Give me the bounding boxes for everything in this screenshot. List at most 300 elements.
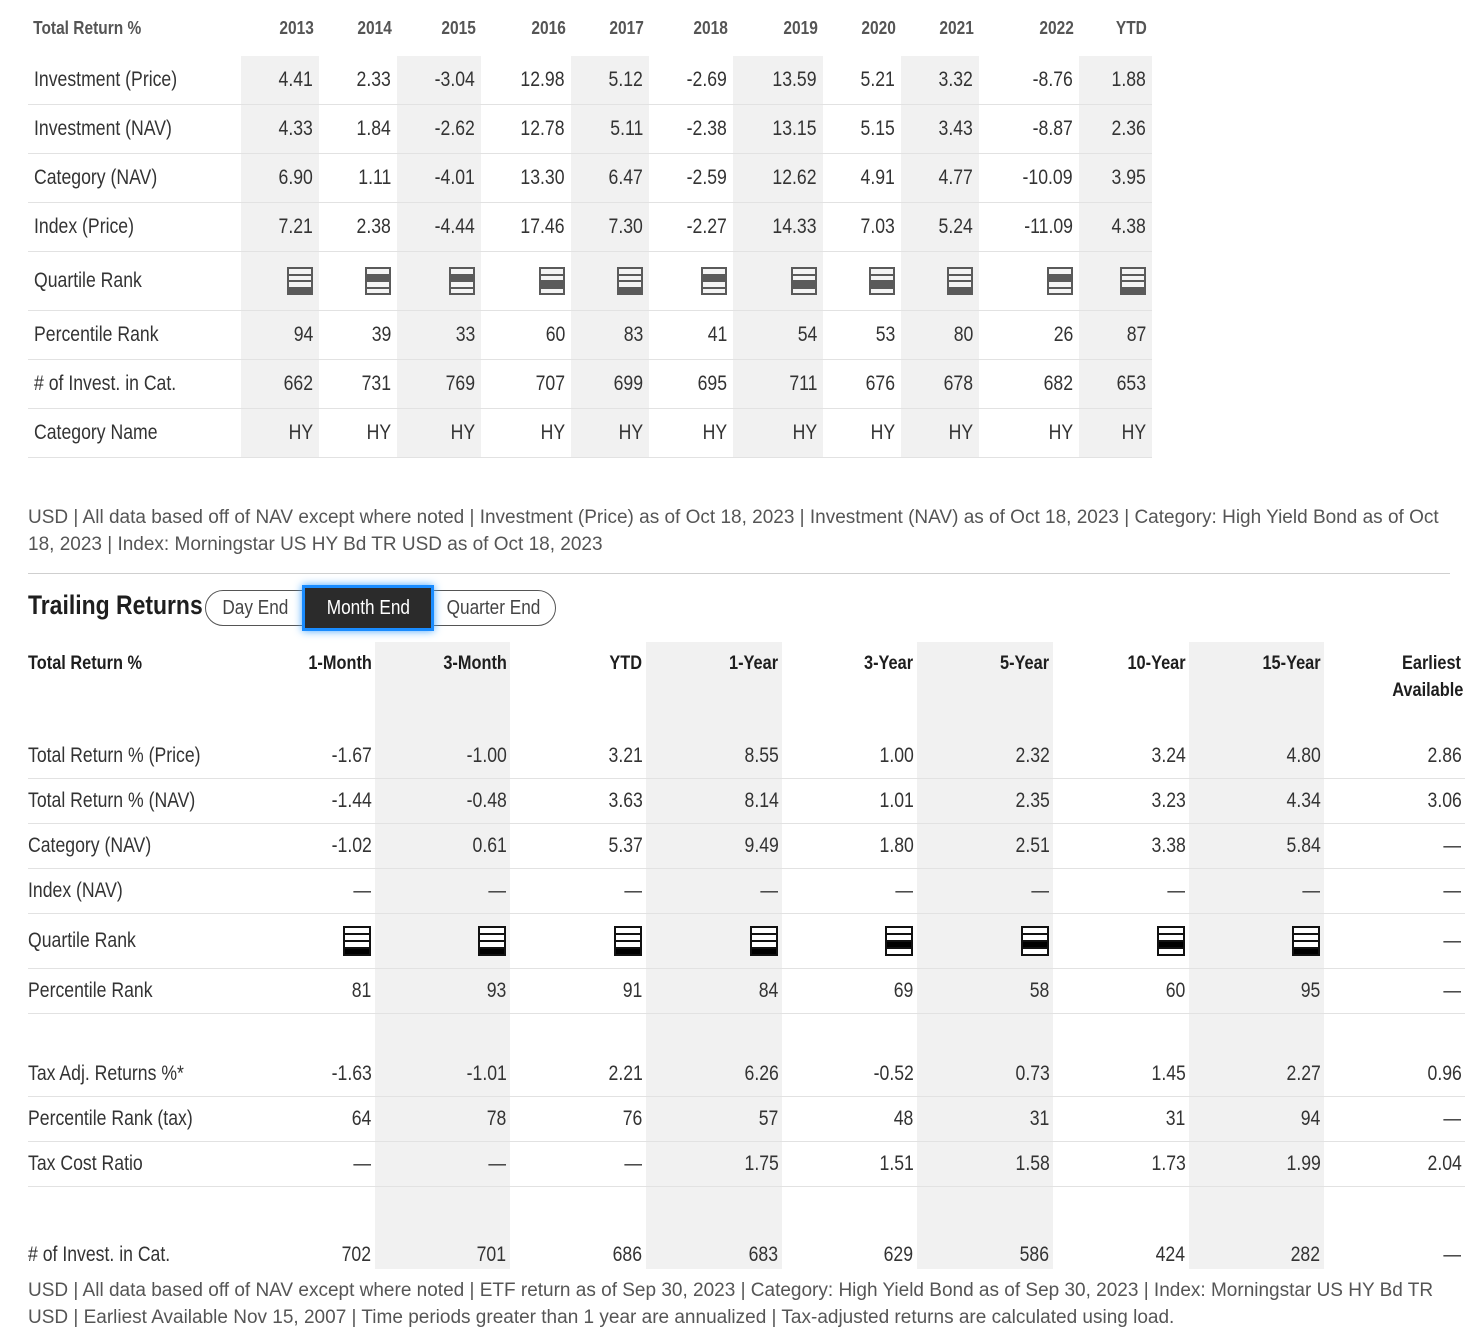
- table-cell: [823, 252, 901, 311]
- row-label: [28, 734, 237, 779]
- table-cell: [1324, 1097, 1465, 1142]
- cell-value: 95: [1300, 979, 1321, 1002]
- table-cell: [649, 360, 733, 409]
- table-row: [28, 1225, 1465, 1269]
- table-cell: [375, 824, 510, 869]
- cell-value: HY: [792, 421, 817, 444]
- trailing-returns-title: Trailing Returns: [28, 590, 203, 620]
- table-cell: [375, 1052, 510, 1097]
- table-cell: [237, 1225, 375, 1269]
- row-label-text: Tax Adj. Returns %*: [28, 1062, 184, 1085]
- table-cell: [782, 1052, 917, 1097]
- cell-value: HY: [702, 421, 727, 444]
- quartile-rank-icon: [1292, 926, 1320, 956]
- row-label: [28, 56, 241, 105]
- quartile-rank-icon: [617, 267, 643, 295]
- table-cell: [481, 56, 571, 105]
- table-cell: [1324, 1052, 1465, 1097]
- cell-value: 3.24: [1151, 744, 1186, 767]
- column-header: 2019: [783, 17, 818, 38]
- cell-value: 2.27: [1286, 1062, 1321, 1085]
- table-cell: [823, 409, 901, 458]
- table-cell: [397, 154, 481, 203]
- table-cell: [979, 56, 1079, 105]
- cell-value: -10.09: [1022, 166, 1073, 189]
- row-label: [28, 969, 237, 1014]
- table-cell: [917, 969, 1053, 1014]
- cell-value: 33: [455, 323, 475, 346]
- quartile-rank-icon: [869, 267, 895, 295]
- quartile-rank-row: [28, 252, 1152, 311]
- table-cell: [571, 409, 649, 458]
- column-header: [917, 642, 1053, 734]
- table-row: [28, 154, 1152, 203]
- table-cell: [823, 360, 901, 409]
- table-cell: [397, 105, 481, 154]
- spacer-cell: [375, 1014, 510, 1053]
- row-label: [28, 252, 241, 311]
- table-cell: [241, 203, 319, 252]
- spacer-cell: [1324, 1014, 1465, 1053]
- cell-value: 1.00: [879, 744, 914, 767]
- table-cell: [510, 779, 646, 824]
- cell-value: 5.11: [609, 117, 643, 140]
- spacer-cell: [375, 1187, 510, 1226]
- row-label: [28, 914, 237, 969]
- table-cell: [1053, 969, 1189, 1014]
- table-cell: [1189, 824, 1324, 869]
- table-cell: [917, 1225, 1053, 1269]
- table-cell: [901, 360, 979, 409]
- table-cell: [571, 105, 649, 154]
- table-cell: [1189, 969, 1324, 1014]
- table-cell: [241, 409, 319, 458]
- table-row: [28, 1052, 1465, 1097]
- quartile-rank-icon: [791, 267, 817, 295]
- table-cell: [1079, 203, 1152, 252]
- row-label: [28, 311, 241, 360]
- row-label-text: Percentile Rank: [34, 323, 159, 346]
- cell-value: 629: [883, 1243, 914, 1266]
- cell-value: 3.06: [1427, 789, 1462, 812]
- toggle-day-end[interactable]: [206, 591, 305, 625]
- cell-value: 60: [545, 323, 565, 346]
- table-cell: [397, 203, 481, 252]
- row-label: [28, 779, 237, 824]
- column-header: 2013: [279, 17, 314, 38]
- trailing-footnote-text: USD | All data based off of NAV except where noted | ETF return as of Sep 30, 2023 | Category: High Yield Bond as of Sep 30, 2023 | Index: Morningstar US HY Bd TR USD | Earliest Available Nov 15, 2007 | Time periods greater than 1 year are annualized | Tax-adjusted returns are calculated using load.: [28, 1280, 1434, 1328]
- cell-value: —: [1443, 929, 1462, 952]
- table-cell: [649, 203, 733, 252]
- header-total-return: Total Return %: [33, 17, 142, 38]
- row-label-text: Tax Cost Ratio: [28, 1152, 143, 1175]
- table-cell: [241, 252, 319, 311]
- table-cell: [1079, 252, 1152, 311]
- table-cell: [1189, 914, 1324, 969]
- table-cell: [733, 409, 823, 458]
- column-header: 2014: [357, 17, 392, 38]
- cell-value: 3.38: [1151, 834, 1186, 857]
- table-cell: [782, 734, 917, 779]
- column-header: [237, 642, 375, 734]
- table-cell: [979, 203, 1079, 252]
- quartile-rank-icon: [1157, 926, 1185, 956]
- cell-value: 653: [1116, 372, 1146, 395]
- cell-value: —: [760, 879, 779, 902]
- cell-value: -2.59: [686, 166, 727, 189]
- table-cell: [782, 969, 917, 1014]
- column-header-text: Earliest Available: [1392, 653, 1464, 701]
- spacer-cell: [1189, 1187, 1324, 1226]
- column-header-text: 15-Year: [1262, 653, 1321, 674]
- table-cell: [979, 252, 1079, 311]
- table-cell: [733, 105, 823, 154]
- table-cell: [733, 252, 823, 311]
- toggle-day-end-label: Day End: [222, 596, 289, 619]
- cell-value: 31: [1165, 1107, 1186, 1130]
- table-cell: [510, 734, 646, 779]
- cell-value: 4.34: [1286, 789, 1321, 812]
- table-cell: [510, 869, 646, 914]
- cell-value: -11.09: [1024, 215, 1073, 238]
- cell-value: HY: [1048, 421, 1073, 444]
- table-cell: [901, 252, 979, 311]
- trailing-returns-table: [28, 642, 1465, 1269]
- cell-value: 1.01: [879, 789, 914, 812]
- cell-value: 6.90: [278, 166, 313, 189]
- spacer-cell: [510, 1187, 646, 1226]
- cell-value: 78: [486, 1107, 507, 1130]
- table-cell: [241, 360, 319, 409]
- table-cell: [646, 779, 782, 824]
- table-cell: [375, 1225, 510, 1269]
- table-cell: [646, 1225, 782, 1269]
- row-label-text: Category (NAV): [28, 834, 152, 857]
- table-cell: [571, 154, 649, 203]
- table-row: [28, 105, 1152, 154]
- column-header-text: 3-Year: [864, 653, 914, 674]
- column-header: 2020: [861, 17, 896, 38]
- spacer-cell: [1053, 1187, 1189, 1226]
- table-cell: [319, 409, 397, 458]
- cell-value: 4.33: [278, 117, 313, 140]
- cell-value: 586: [1019, 1243, 1050, 1266]
- table-cell: [571, 252, 649, 311]
- cell-value: 1.45: [1151, 1062, 1186, 1085]
- table-cell: [901, 105, 979, 154]
- table-cell: [1053, 734, 1189, 779]
- toggle-month-end[interactable]: [305, 588, 431, 628]
- table-cell: [1189, 1052, 1324, 1097]
- spacer-cell: [1053, 1014, 1189, 1053]
- row-label-text: Quartile Rank: [34, 269, 142, 292]
- row-label: [28, 105, 241, 154]
- table-cell: [649, 311, 733, 360]
- table-cell: [571, 56, 649, 105]
- cell-value: 282: [1290, 1243, 1321, 1266]
- column-header: [782, 642, 917, 734]
- cell-value: 12.78: [520, 117, 565, 140]
- cell-value: —: [1443, 879, 1462, 902]
- column-header: [1324, 642, 1465, 734]
- table-row: [28, 824, 1465, 869]
- cell-value: 1.11: [357, 166, 391, 189]
- table-cell: [237, 1142, 375, 1187]
- cell-value: —: [353, 1152, 372, 1175]
- table-cell: [481, 154, 571, 203]
- row-label-text: # of Invest. in Cat.: [28, 1243, 171, 1266]
- cell-value: 1.84: [356, 117, 391, 140]
- cell-value: 80: [953, 323, 973, 346]
- cell-value: 5.84: [1286, 834, 1321, 857]
- cell-value: 2.32: [1015, 744, 1050, 767]
- table-row: [28, 969, 1465, 1014]
- column-header: [510, 642, 646, 734]
- cell-value: 0.73: [1015, 1062, 1050, 1085]
- table-cell: [901, 56, 979, 105]
- cell-value: 2.35: [1015, 789, 1050, 812]
- table-cell: [1324, 969, 1465, 1014]
- cell-value: HY: [870, 421, 895, 444]
- table-cell: [1079, 154, 1152, 203]
- spacer-cell: [1189, 1014, 1324, 1053]
- cell-value: 1.88: [1111, 68, 1146, 91]
- column-header: 2016: [531, 17, 566, 38]
- table-cell: [481, 203, 571, 252]
- header-total-return: [28, 642, 237, 734]
- cell-value: 731: [361, 372, 391, 395]
- cell-value: 6.26: [744, 1062, 779, 1085]
- table-row: [28, 311, 1152, 360]
- table-cell: [241, 154, 319, 203]
- cell-value: -1.67: [331, 744, 372, 767]
- cell-value: 69: [893, 979, 914, 1002]
- cell-value: 2.36: [1111, 117, 1146, 140]
- quartile-rank-icon: [539, 267, 565, 295]
- table-cell: [782, 1225, 917, 1269]
- table-cell: [319, 311, 397, 360]
- table-cell: [510, 969, 646, 1014]
- table-cell: [571, 203, 649, 252]
- table-cell: [823, 154, 901, 203]
- cell-value: 60: [1165, 979, 1186, 1002]
- table-row: [28, 409, 1152, 458]
- row-label: [28, 409, 241, 458]
- cell-value: -2.38: [686, 117, 727, 140]
- annual-header-row: [28, 0, 1152, 56]
- spacer-row: [28, 1187, 1465, 1226]
- spacer-cell: [646, 1014, 782, 1053]
- cell-value: HY: [450, 421, 475, 444]
- row-label-text: Index (Price): [34, 215, 134, 238]
- quartile-rank-icon: [449, 267, 475, 295]
- cell-value: -1.63: [331, 1062, 372, 1085]
- cell-value: 6.47: [608, 166, 643, 189]
- cell-value: 686: [612, 1243, 643, 1266]
- table-cell: [917, 779, 1053, 824]
- toggle-quarter-end-label: Quarter End: [446, 596, 540, 619]
- table-cell: [917, 1097, 1053, 1142]
- toggle-month-end-label: Month End: [326, 596, 410, 619]
- column-header-text: YTD: [609, 653, 643, 674]
- row-label-text: Quartile Rank: [28, 929, 136, 952]
- cell-value: —: [624, 879, 643, 902]
- column-header-text: 3-Month: [442, 653, 507, 674]
- table-cell: [375, 734, 510, 779]
- cell-value: 13.15: [772, 117, 817, 140]
- cell-value: -2.62: [434, 117, 475, 140]
- table-cell: [510, 1052, 646, 1097]
- table-cell: [1053, 914, 1189, 969]
- table-cell: [917, 869, 1053, 914]
- table-cell: [481, 311, 571, 360]
- table-cell: [237, 1052, 375, 1097]
- cell-value: -0.48: [466, 789, 507, 812]
- annual-footnote: [28, 504, 1453, 558]
- table-row: [28, 779, 1465, 824]
- cell-value: 5.12: [608, 68, 643, 91]
- cell-value: 711: [788, 372, 817, 395]
- spacer-cell: [1324, 1187, 1465, 1226]
- table-cell: [319, 56, 397, 105]
- cell-value: 682: [1043, 372, 1073, 395]
- table-cell: [1079, 56, 1152, 105]
- spacer-cell: [28, 1014, 237, 1053]
- cell-value: 81: [351, 979, 372, 1002]
- table-cell: [1053, 1142, 1189, 1187]
- table-cell: [319, 252, 397, 311]
- table-cell: [733, 154, 823, 203]
- cell-value: 53: [875, 323, 895, 346]
- cell-value: 13.30: [520, 166, 565, 189]
- cell-value: -4.44: [434, 215, 475, 238]
- table-cell: [1079, 105, 1152, 154]
- cell-value: 57: [758, 1107, 779, 1130]
- cell-value: 58: [1029, 979, 1050, 1002]
- table-cell: [646, 824, 782, 869]
- cell-value: 8.14: [744, 789, 779, 812]
- quartile-rank-icon: [885, 926, 913, 956]
- cell-value: 676: [865, 372, 895, 395]
- cell-value: 4.91: [860, 166, 895, 189]
- spacer-cell: [917, 1014, 1053, 1053]
- cell-value: —: [624, 1152, 643, 1175]
- table-cell: [733, 203, 823, 252]
- cell-value: 707: [535, 372, 565, 395]
- cell-value: 424: [1155, 1243, 1186, 1266]
- row-label-text: Investment (Price): [34, 68, 178, 91]
- row-label-text: Total Return % (Price): [28, 744, 201, 767]
- cell-value: 7.03: [860, 215, 895, 238]
- table-cell: [782, 1097, 917, 1142]
- table-cell: [481, 105, 571, 154]
- table-row: [28, 203, 1152, 252]
- cell-value: -1.02: [331, 834, 372, 857]
- cell-value: 2.21: [608, 1062, 643, 1085]
- table-cell: [1324, 779, 1465, 824]
- cell-value: 4.41: [278, 68, 313, 91]
- table-cell: [733, 311, 823, 360]
- spacer-cell: [28, 1187, 237, 1226]
- cell-value: 1.75: [744, 1152, 779, 1175]
- row-label: [28, 1097, 237, 1142]
- table-cell: [1079, 360, 1152, 409]
- trailing-footnote: [28, 1277, 1453, 1331]
- table-cell: [646, 914, 782, 969]
- table-cell: [901, 311, 979, 360]
- cell-value: 39: [371, 323, 391, 346]
- cell-value: 769: [445, 372, 475, 395]
- table-cell: [1079, 311, 1152, 360]
- cell-value: -0.52: [873, 1062, 914, 1085]
- table-cell: [481, 409, 571, 458]
- table-cell: [901, 203, 979, 252]
- table-cell: [1324, 1225, 1465, 1269]
- table-cell: [510, 1142, 646, 1187]
- table-cell: [646, 1142, 782, 1187]
- cell-value: 1.99: [1286, 1152, 1321, 1175]
- table-row: [28, 1142, 1465, 1187]
- row-label-text: Total Return % (NAV): [28, 789, 196, 812]
- table-cell: [397, 56, 481, 105]
- column-header: 2017: [609, 17, 644, 38]
- cell-value: 4.80: [1286, 744, 1321, 767]
- spacer-cell: [237, 1187, 375, 1226]
- cell-value: —: [353, 879, 372, 902]
- table-cell: [901, 409, 979, 458]
- table-cell: [375, 1142, 510, 1187]
- table-cell: [510, 914, 646, 969]
- cell-value: 4.38: [1111, 215, 1146, 238]
- cell-value: 3.32: [938, 68, 973, 91]
- header-text: Total Return %: [28, 653, 143, 674]
- table-cell: [901, 154, 979, 203]
- table-cell: [646, 1052, 782, 1097]
- table-cell: [1189, 869, 1324, 914]
- row-label-text: Category (NAV): [34, 166, 158, 189]
- trailing-header-row: [28, 642, 1465, 734]
- column-header: [646, 642, 782, 734]
- toggle-quarter-end[interactable]: [431, 591, 555, 625]
- cell-value: HY: [540, 421, 565, 444]
- table-row: [28, 1097, 1465, 1142]
- table-cell: [571, 360, 649, 409]
- cell-value: 91: [622, 979, 643, 1002]
- table-cell: [649, 56, 733, 105]
- row-label-text: Investment (NAV): [34, 117, 172, 140]
- row-label: [28, 360, 241, 409]
- cell-value: 695: [697, 372, 727, 395]
- table-cell: [571, 311, 649, 360]
- cell-value: -1.44: [331, 789, 372, 812]
- cell-value: 678: [943, 372, 973, 395]
- table-cell: [649, 154, 733, 203]
- table-cell: [397, 252, 481, 311]
- quartile-rank-icon: [947, 267, 973, 295]
- cell-value: —: [488, 1152, 507, 1175]
- table-cell: [397, 311, 481, 360]
- cell-value: 0.61: [472, 834, 507, 857]
- table-cell: [646, 1097, 782, 1142]
- cell-value: 14.33: [772, 215, 817, 238]
- quartile-rank-icon: [1021, 926, 1049, 956]
- cell-value: -2.69: [686, 68, 727, 91]
- spacer-cell: [646, 1187, 782, 1226]
- table-cell: [237, 824, 375, 869]
- table-cell: [823, 311, 901, 360]
- table-cell: [319, 203, 397, 252]
- table-cell: [241, 56, 319, 105]
